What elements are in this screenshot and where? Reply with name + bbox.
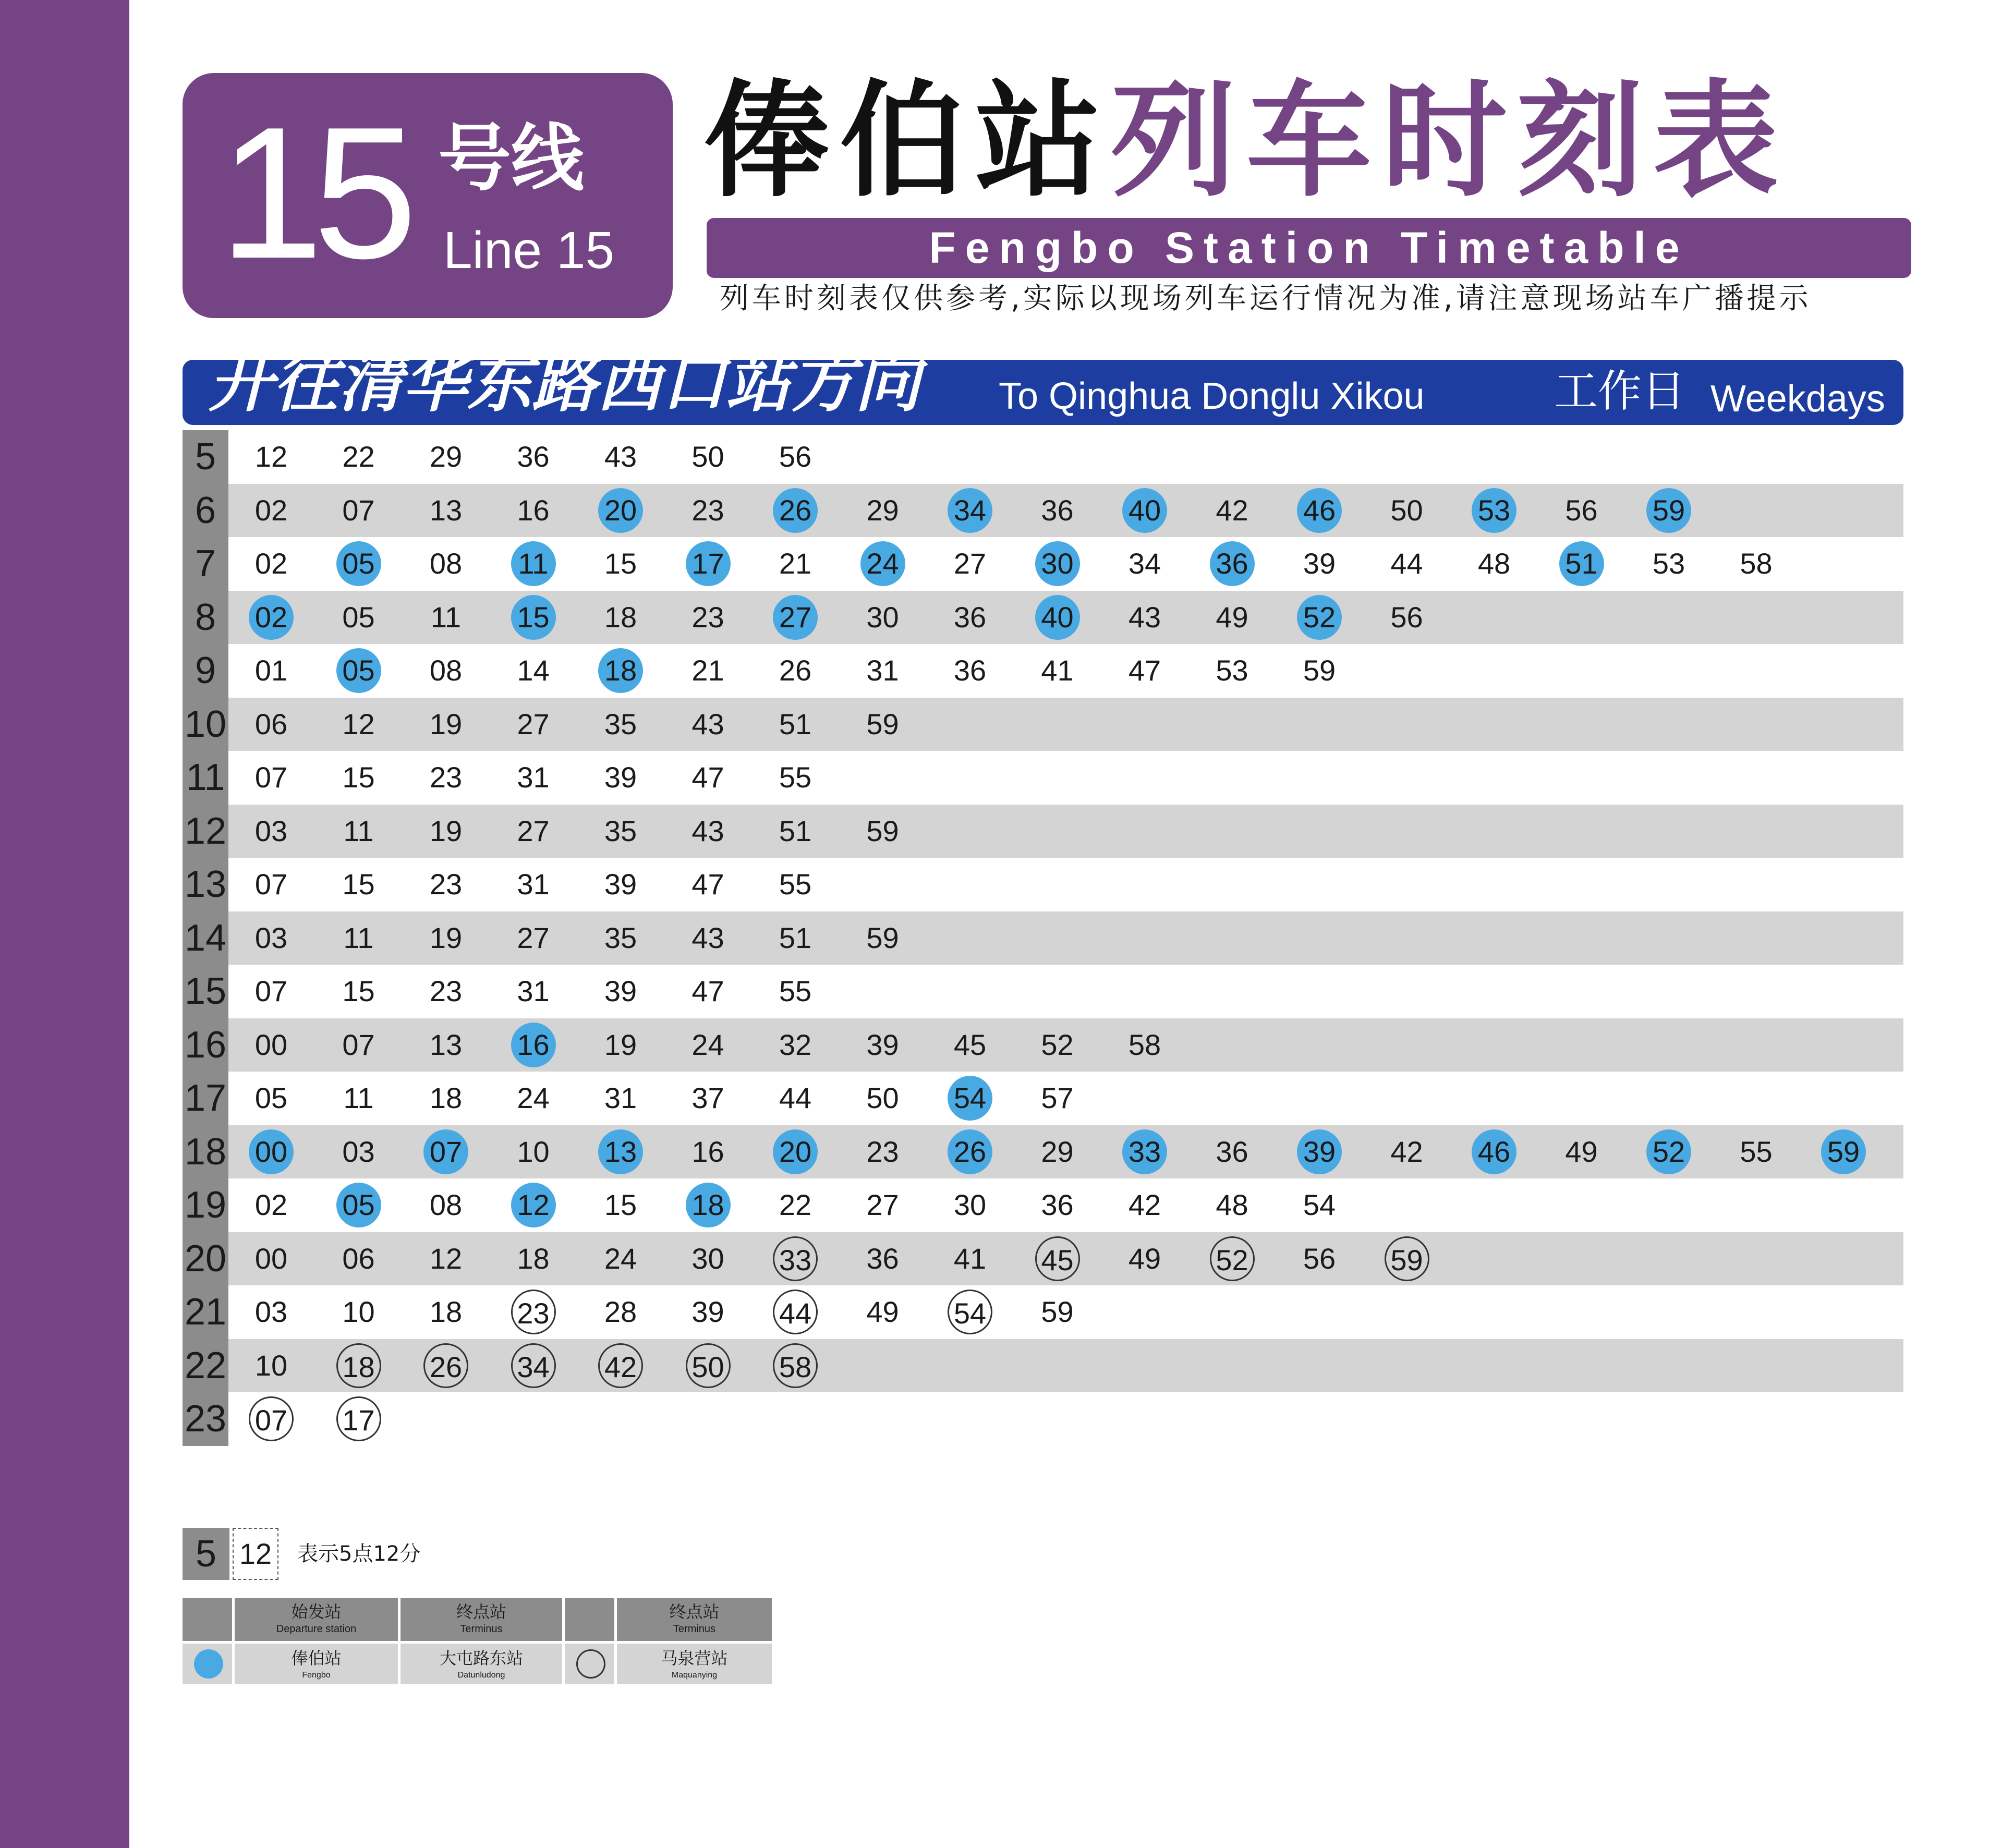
minute-departure: 15 [511,595,556,640]
minute-departure: 26 [773,488,818,533]
minute: 23 [429,868,463,901]
minute-departure: 05 [336,648,381,693]
minute: 24 [604,1242,637,1275]
minute: 43 [691,707,724,740]
timetable-row [183,751,1903,805]
legend-head-terminus2-en: Terminus [673,1623,716,1635]
minute: 08 [429,654,463,687]
minute: 41 [953,1242,987,1275]
timetable-row [183,1018,1903,1072]
minute: 35 [604,707,637,740]
minute: 14 [517,654,550,687]
minute: 05 [342,600,375,634]
minute-departure: 05 [336,541,381,586]
minute: 00 [254,1242,288,1275]
minute: 51 [779,707,812,740]
minute-terminus-alt: 17 [336,1396,381,1441]
minute: 45 [953,1028,987,1061]
minute-terminus-alt: 42 [598,1343,643,1388]
minute: 47 [691,975,724,1007]
minute: 06 [254,707,288,740]
minute: 47 [691,868,724,901]
minute: 39 [691,1295,724,1328]
legend-sample-text: 表示5点12分 [297,1542,421,1566]
minute-departure: 52 [1646,1129,1691,1174]
minute: 55 [779,761,812,794]
minute: 02 [254,547,288,580]
minute: 44 [1390,547,1423,580]
minute-departure: 11 [511,541,556,586]
minute: 18 [429,1081,463,1114]
minute: 58 [1740,547,1773,580]
minute: 02 [254,1188,288,1221]
minute: 31 [517,761,550,794]
timetable-row [183,1339,1903,1393]
minute: 53 [1216,654,1248,687]
minute: 31 [517,975,550,1007]
hour-label: 17 [183,1072,228,1125]
minute-departure: 39 [1297,1129,1342,1174]
minute: 47 [1128,654,1161,687]
minute: 39 [604,975,637,1007]
minute: 36 [517,440,550,473]
minute: 15 [604,1188,637,1221]
direction-en: To Qinghua Donglu Xikou [999,375,1425,417]
minute-departure: 33 [1122,1129,1167,1174]
minute: 49 [1128,1242,1161,1275]
minute-departure: 52 [1297,595,1342,640]
minute: 12 [342,707,375,740]
legend-dep-station [235,1644,398,1684]
minute: 29 [1041,1135,1074,1168]
minute: 06 [342,1242,375,1275]
minute-terminus-alt: 59 [1385,1236,1429,1281]
minute: 37 [691,1081,724,1114]
minute-departure: 34 [948,488,992,533]
minute: 07 [342,1028,375,1061]
minute: 23 [429,975,463,1007]
minute: 11 [343,921,374,954]
minute: 49 [1565,1135,1598,1168]
minute: 23 [429,761,463,794]
minute: 12 [254,440,288,473]
minute: 27 [517,707,550,740]
line-label-cn: 号线 [438,116,585,201]
minute: 03 [254,814,288,847]
minute: 18 [429,1295,463,1328]
minute: 59 [866,707,899,740]
timetable-row [183,591,1903,645]
line-badge [183,73,673,318]
minute-departure: 07 [423,1129,468,1174]
title-en-banner: Fengbo Station Timetable [707,218,1911,278]
minute: 12 [429,1242,463,1275]
minute-departure: 20 [773,1129,818,1174]
legend-term-station-en: Datunludong [457,1671,505,1680]
hour-label: 12 [183,805,228,858]
minute: 51 [779,814,812,847]
minute-terminus-alt: 23 [511,1290,556,1334]
minute-departure: 02 [249,595,294,640]
legend-head-terminus-cn: 终点站 [456,1602,506,1622]
minute: 43 [1128,600,1161,634]
minute: 13 [429,493,463,527]
minute-departure: 16 [511,1023,556,1067]
legend-dep-station-cn: 俸伯站 [291,1648,342,1668]
minute: 02 [254,493,288,527]
hour-label: 18 [183,1125,228,1179]
hour-label: 14 [183,911,228,965]
minute-departure: 40 [1035,595,1080,640]
legend-head-departure-cn: 始发站 [291,1602,342,1622]
minute: 54 [1303,1188,1336,1221]
minute: 42 [1390,1135,1423,1168]
timetable-row [183,1232,1903,1286]
minute-terminus-alt: 50 [686,1343,731,1388]
minute-departure: 05 [336,1183,381,1227]
minute: 28 [604,1295,637,1328]
minute-departure: 51 [1559,541,1604,586]
hour-label: 7 [183,537,228,591]
minute: 03 [342,1135,375,1168]
hour-label: 23 [183,1392,228,1446]
minute: 59 [1303,654,1336,687]
page-title [704,68,1789,214]
minute: 39 [604,868,637,901]
minute-departure: 18 [598,648,643,693]
minute: 55 [779,975,812,1007]
minute: 18 [604,600,637,634]
minute: 21 [691,654,724,687]
minute-departure: 20 [598,488,643,533]
minute: 10 [517,1135,550,1168]
minute-terminus-alt: 34 [511,1343,556,1388]
minute: 56 [1390,600,1423,634]
minute: 11 [430,600,462,634]
minute: 22 [779,1188,812,1221]
minute: 11 [343,814,374,847]
timetable-row [183,537,1903,591]
minute: 36 [953,654,987,687]
hour-label: 15 [183,965,228,1018]
minute-terminus-alt: 07 [249,1396,294,1441]
legend-head-blank [183,1598,232,1641]
minute: 43 [691,814,724,847]
title-suffix-cn: 列车时刻表 [1111,68,1789,214]
line-label-en: Line 15 [443,221,615,279]
legend-sample-hour: 5 [183,1528,229,1580]
minute: 29 [866,493,899,527]
minute-departure: 59 [1821,1129,1866,1174]
left-accent-bar [0,0,129,1848]
hour-label: 21 [183,1285,228,1339]
hour-label: 19 [183,1178,228,1232]
minute-departure: 30 [1035,541,1080,586]
legend-term-station-cn: 大屯路东站 [439,1648,523,1668]
minute-departure: 40 [1122,488,1167,533]
minute: 34 [1128,547,1161,580]
minute: 43 [604,440,637,473]
minute-terminus-alt: 44 [773,1290,818,1334]
minute-departure: 13 [598,1129,643,1174]
minute: 24 [691,1028,724,1061]
legend-head-terminus [401,1598,562,1641]
hour-label: 13 [183,858,228,911]
minute: 31 [866,654,899,687]
minute: 55 [779,868,812,901]
minute: 19 [604,1028,637,1061]
minute-departure: 46 [1297,488,1342,533]
minute: 16 [691,1135,724,1168]
minute: 15 [604,547,637,580]
minute-departure: 36 [1210,541,1255,586]
minute: 49 [1216,600,1248,634]
hour-label: 6 [183,484,228,538]
minute: 36 [866,1242,899,1275]
minute: 23 [691,600,724,634]
direction-cn: 开往清华东路西口站方向 [209,346,920,421]
minute: 19 [429,921,463,954]
minute: 03 [254,1295,288,1328]
minute-terminus-alt: 58 [773,1343,818,1388]
legend-alt-station-cn: 马泉营站 [661,1648,728,1668]
minute-terminus-alt: 52 [1210,1236,1255,1281]
minute: 36 [1041,1188,1074,1221]
minute: 50 [1390,493,1423,527]
minute: 53 [1652,547,1685,580]
legend-alt-station-en: Maquanying [671,1671,718,1680]
minute: 56 [1565,493,1598,527]
minute: 27 [866,1188,899,1221]
minute: 27 [517,814,550,847]
minute-departure: 59 [1646,488,1691,533]
legend-table [183,1598,772,1684]
minute: 35 [604,814,637,847]
minute: 55 [1740,1135,1773,1168]
minute: 59 [866,814,899,847]
minute: 08 [429,547,463,580]
minute: 57 [1041,1081,1074,1114]
minute: 51 [779,921,812,954]
legend-dep-station-en: Fengbo [302,1671,331,1680]
legend-head-departure [235,1598,398,1641]
departure-circle-icon [194,1649,223,1679]
minute: 39 [866,1028,899,1061]
minute-departure: 54 [948,1076,992,1121]
minute-departure: 17 [686,541,731,586]
minute: 58 [1128,1028,1161,1061]
minute-terminus-alt: 45 [1035,1236,1080,1281]
minute: 00 [254,1028,288,1061]
timetable-row [183,1125,1903,1179]
minute-departure: 53 [1472,488,1516,533]
minute: 44 [779,1081,812,1114]
minute: 48 [1216,1188,1248,1221]
minute: 30 [866,600,899,634]
minute: 30 [953,1188,987,1221]
hour-label: 20 [183,1232,228,1286]
minute: 42 [1128,1188,1161,1221]
hour-label: 8 [183,591,228,645]
timetable-row [183,911,1903,965]
timetable-row [183,805,1903,858]
legend-term-station [401,1644,562,1684]
hour-label: 9 [183,644,228,698]
direction-bar [183,346,1903,425]
minute: 22 [342,440,375,473]
notice-text: 列车时刻表仅供参考,实际以现场列车运行情况为准,请注意现场站车广播提示 [720,282,1812,315]
hour-label: 22 [183,1339,228,1393]
timetable-row [183,430,1903,484]
minute: 39 [1303,547,1336,580]
minute: 07 [342,493,375,527]
minute: 47 [691,761,724,794]
minute: 59 [1041,1295,1074,1328]
hour-label: 5 [183,430,228,484]
minute: 11 [343,1081,374,1114]
minute: 42 [1216,493,1248,527]
minute-departure: 46 [1472,1129,1516,1174]
minute: 36 [1216,1135,1248,1168]
hour-label: 11 [183,751,228,805]
minute-terminus-alt: 18 [336,1343,381,1388]
minute: 18 [517,1242,550,1275]
legend-head-terminus-en: Terminus [460,1623,503,1635]
minute: 59 [866,921,899,954]
minute-terminus-alt: 54 [948,1290,992,1334]
legend-dep-marker-cell [183,1644,232,1684]
minute: 56 [779,440,812,473]
minute: 07 [254,975,288,1007]
minute: 36 [1041,493,1074,527]
minute: 41 [1041,654,1074,687]
minute: 07 [254,761,288,794]
minute: 23 [866,1135,899,1168]
legend-head-departure-en: Departure station [276,1623,357,1635]
timetable-row [183,484,1903,538]
minute: 26 [779,654,812,687]
minute: 48 [1477,547,1511,580]
timetable-row [183,698,1903,751]
minute-departure: 00 [249,1129,294,1174]
hour-label: 10 [183,698,228,751]
minute: 43 [691,921,724,954]
minute: 27 [517,921,550,954]
terminus-ring-icon [576,1649,605,1679]
minute: 29 [429,440,463,473]
legend-alt-station [617,1644,772,1684]
minute-departure: 26 [948,1129,992,1174]
timetable-row [183,1072,1903,1125]
minute-departure: 12 [511,1183,556,1227]
minute: 15 [342,761,375,794]
minute: 23 [691,493,724,527]
minute: 50 [866,1081,899,1114]
legend-head-blank-2 [565,1598,614,1641]
minute: 52 [1041,1028,1074,1061]
minute: 39 [604,761,637,794]
line-number: 15 [219,88,407,298]
minute: 19 [429,707,463,740]
minute: 50 [691,440,724,473]
minute: 30 [691,1242,724,1275]
minute-departure: 24 [860,541,905,586]
timetable-grid [183,430,1903,1446]
legend-sample-minute: 12 [233,1528,278,1580]
minute: 15 [342,868,375,901]
minute: 07 [254,868,288,901]
station-name-cn: 俸伯站 [704,68,1111,214]
timetable-row [183,644,1903,698]
minute: 49 [866,1295,899,1328]
timetable-row [183,965,1903,1018]
day-type-en: Weekdays [1710,378,1885,420]
legend-head-terminus-2 [617,1598,772,1641]
minute: 31 [517,868,550,901]
minute: 24 [517,1081,550,1114]
timetable-row [183,1285,1903,1339]
minute: 19 [429,814,463,847]
minute: 35 [604,921,637,954]
minute: 31 [604,1081,637,1114]
timetable-row [183,1392,1903,1446]
day-type-cn: 工作日 [1554,366,1686,417]
minute: 36 [953,600,987,634]
minute: 13 [429,1028,463,1061]
minute-terminus-alt: 33 [773,1236,818,1281]
legend-head-terminus2-cn: 终点站 [669,1602,720,1622]
minute-departure: 27 [773,595,818,640]
minute-terminus-alt: 26 [423,1343,468,1388]
minute: 10 [342,1295,375,1328]
minute: 16 [517,493,550,527]
minute: 21 [779,547,812,580]
minute: 32 [779,1028,812,1061]
legend-alt-marker-cell [565,1644,614,1684]
minute: 08 [429,1188,463,1221]
minute: 56 [1303,1242,1336,1275]
minute: 15 [342,975,375,1007]
timetable-row [183,858,1903,911]
minute: 03 [254,921,288,954]
minute: 27 [953,547,987,580]
minute: 01 [254,654,288,687]
timetable-row [183,1178,1903,1232]
minute-departure: 18 [686,1183,731,1227]
hour-label: 16 [183,1018,228,1072]
minute: 05 [254,1081,288,1114]
minute: 10 [254,1348,288,1382]
